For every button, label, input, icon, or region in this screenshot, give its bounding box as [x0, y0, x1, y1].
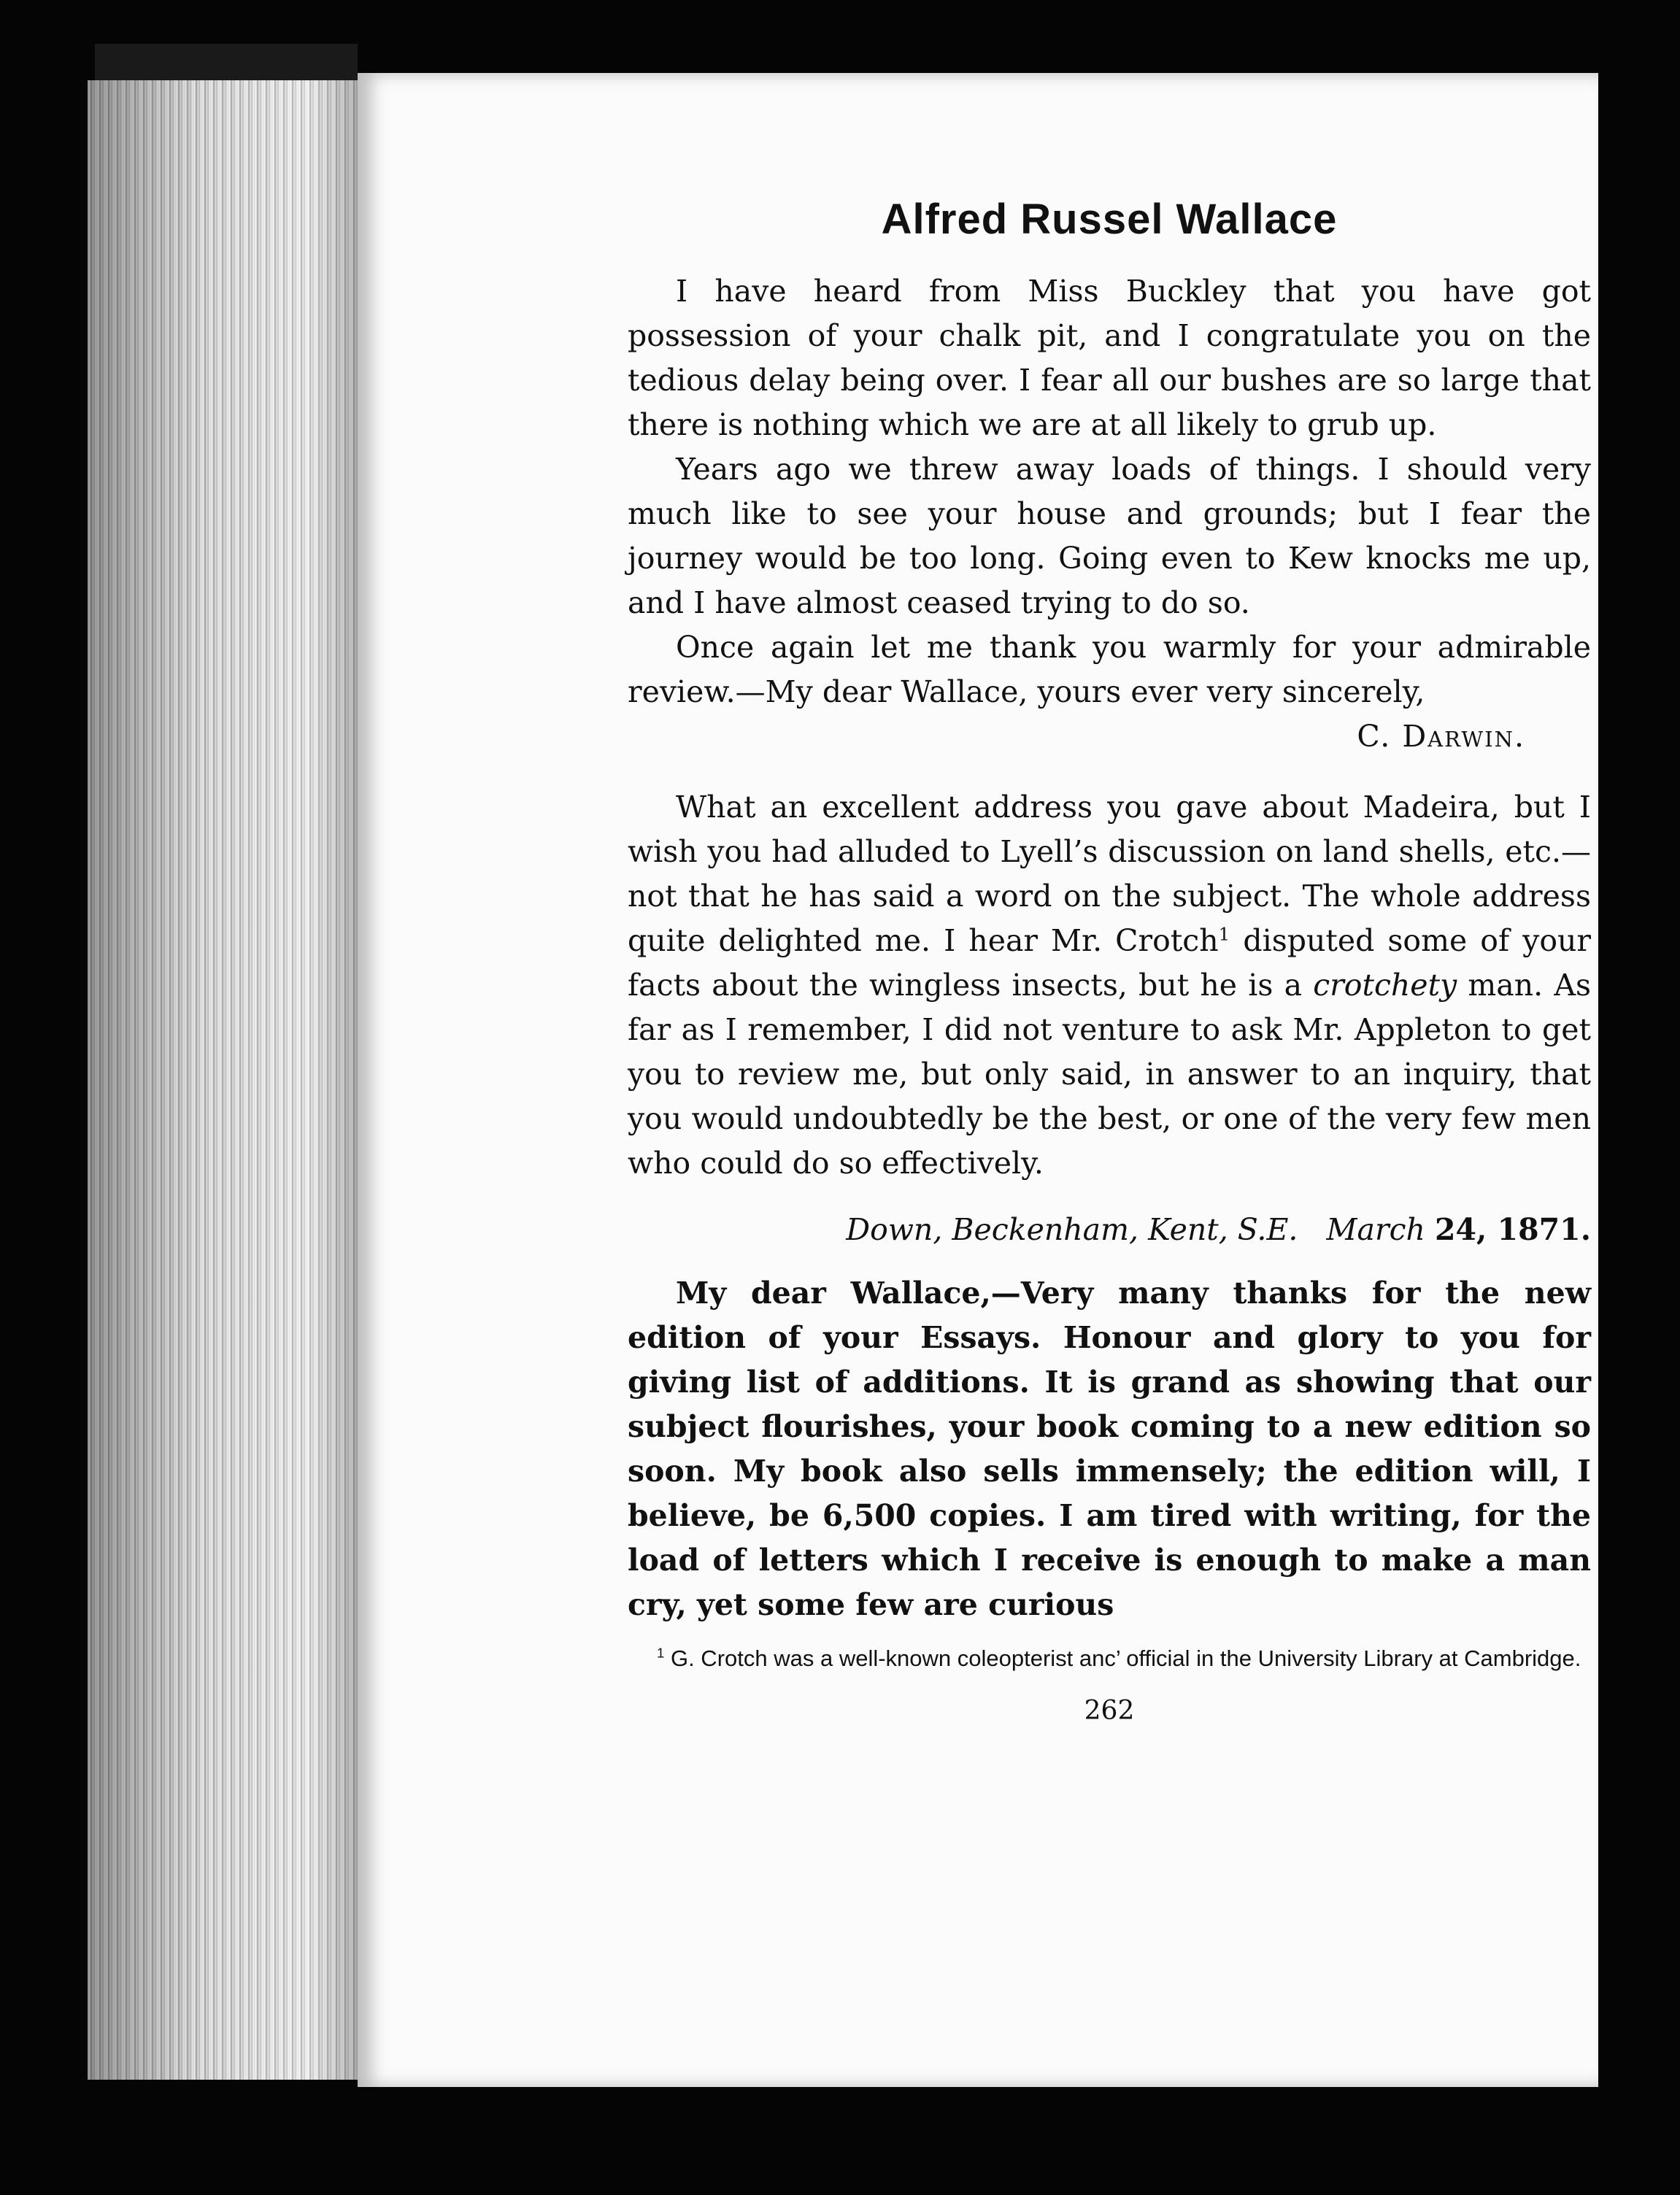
letter-2-part-3: man. As far as I remember, I did not venture to ask Mr. Appleton to get you to review me, but only said, in answer to an inquiry, that you would undoubtedly be the best, or one of the very few men who could do so effectively.: [628, 968, 1591, 1181]
dateline-month: March: [1326, 1212, 1425, 1247]
page-number: 262: [1084, 1696, 1135, 1726]
book-fore-edge: [88, 80, 365, 2080]
letter-2-part-2: disputed some of your facts about the wingless insects, but he is a: [628, 923, 1592, 1003]
signature: [628, 714, 1525, 759]
signature-initial: C.: [1357, 719, 1392, 754]
footnote-reference: 1: [1218, 923, 1230, 945]
page-text: [628, 197, 1591, 1733]
dateline-date: 24, 1871.: [1435, 1212, 1591, 1247]
paragraph-1: I have heard from Miss Buckley that you have got possession of your chalk pit, and I congratulate you on the tedious delay being over. I fear all our bushes are so large that there is nothing which we are at all likely to grub up.: [628, 274, 1591, 442]
letter-2-part-1: What an excellent address you gave about Madeira, but I wish you had alluded to Lyell’s discussion on land shells, etc.—not that he has said a word on the subject. The whole address quite delighted me. I hear Mr. Crotch: [628, 790, 1591, 958]
letter-2-paragraph: [628, 785, 1591, 1186]
footnote-mark: 1: [657, 1645, 665, 1661]
paragraph-3: Once again let me thank you warmly for your admirable review.—My dear Wallace, yours ever very sincerely,: [628, 630, 1591, 709]
letter-3-paragraph: My dear Wallace,—Very many thanks for the new edition of your Essays. Honour and glory to you for giving list of additions. It is grand as showing that our subject flourishes, your book coming to a new edition so soon. My book also sells immensely; the edition will, I believe, be 6,500 copies. I am tired with writing, for the load of letters which I receive is enough to make a man cry, yet some few are curious: [628, 1276, 1591, 1622]
dateline-place: Down, Beckenham, Kent, S.E.: [846, 1212, 1298, 1247]
signature-name: Darwin.: [1402, 719, 1525, 754]
letter-2-italic-word: crotchety: [1313, 968, 1457, 1003]
page-title: Alfred Russel Wallace: [881, 196, 1338, 243]
footnote: [628, 1643, 1591, 1674]
dateline: [628, 1208, 1591, 1252]
footnote-text: G. Crotch was a well-known coleopterist anc’ official in the University Library at Cambridge.: [670, 1646, 1581, 1671]
paragraph-2: Years ago we threw away loads of things. I should very much like to see your house and grounds; but I fear the journey would be too long. Going even to Kew knocks me up, and I have almost ceased trying to do so.: [628, 452, 1591, 620]
